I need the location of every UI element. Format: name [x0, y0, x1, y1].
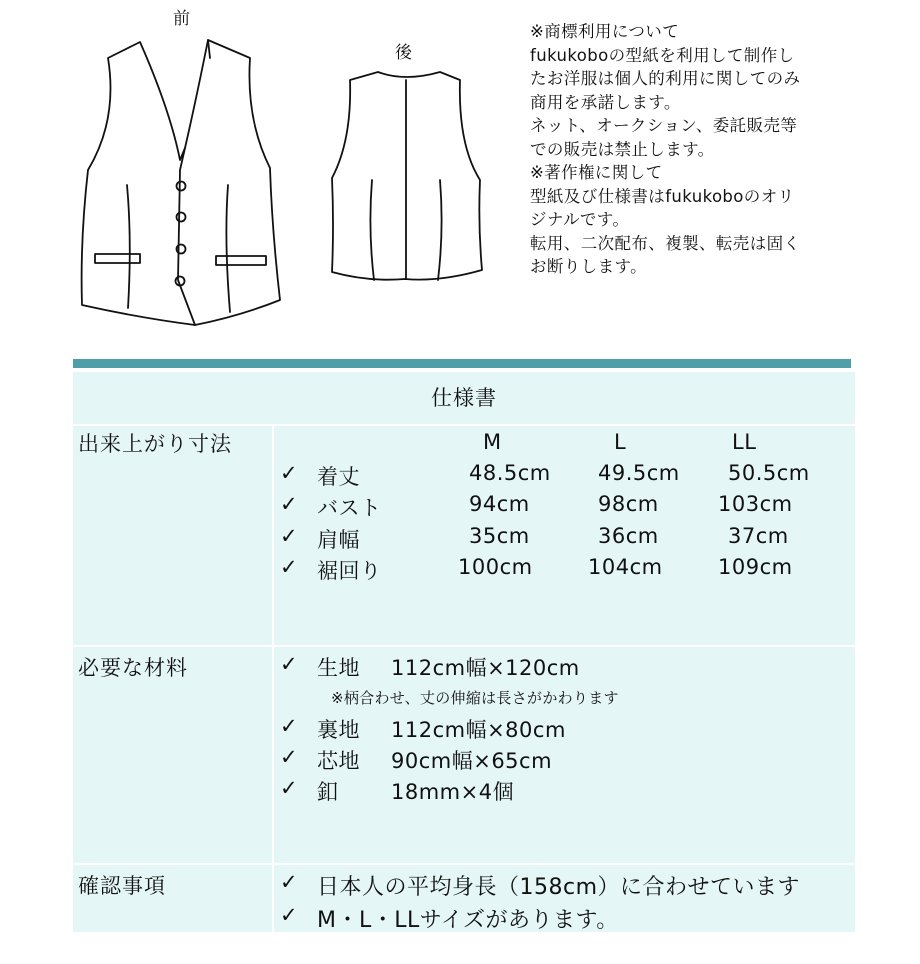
measure-value: 37cm: [728, 524, 789, 548]
material-detail: 90cm幅×65cm: [391, 749, 553, 773]
measure-name: 肩幅: [317, 528, 360, 552]
measure-value: 98cm: [598, 492, 659, 516]
confirm-item: M・L・LLサイズがあります。: [317, 908, 619, 933]
notice-line: ※著作権に関して: [530, 163, 663, 182]
size-header-l: L: [614, 430, 627, 454]
measure-value: 49.5cm: [598, 461, 680, 485]
back-dart-left: [370, 180, 374, 280]
notice-line: での販売は禁止します。: [530, 139, 715, 159]
finished-size-label: 出来上がり寸法: [78, 432, 232, 456]
materials-label: 必要な材料: [78, 656, 188, 680]
divider-bar: [73, 359, 851, 368]
row-divider: [73, 863, 855, 865]
row-divider: [73, 645, 855, 647]
measure-value: 35cm: [469, 524, 530, 548]
spec-title: 仕様書: [431, 386, 497, 410]
check-icon: ✓: [280, 652, 298, 676]
notice-line: ネット、オークション、委託販売等: [530, 116, 798, 135]
material-detail: 112cm幅×120cm: [391, 656, 580, 680]
material-name: 釦: [317, 780, 339, 804]
check-icon: ✓: [280, 903, 298, 927]
size-header-m: M: [483, 430, 502, 454]
spec-table: [73, 372, 855, 932]
check-icon: ✓: [280, 524, 298, 548]
back-dart-right: [438, 180, 442, 280]
size-header-ll: LL: [732, 430, 757, 454]
row-divider: [73, 424, 855, 426]
front-lapel-line: [208, 40, 210, 58]
material-name: 裏地: [317, 718, 360, 742]
check-icon: ✓: [280, 776, 298, 800]
materials-note: ※柄合わせ、丈の伸縮は長さがかわります: [331, 689, 619, 707]
front-overlap-line: [178, 148, 195, 325]
measure-value: 104cm: [588, 555, 663, 579]
front-vest-outline: [82, 40, 280, 325]
back-vest-outline: [332, 72, 482, 280]
check-icon: ✓: [280, 745, 298, 769]
notice-line: ジナルです。: [530, 210, 630, 229]
front-dart-right: [226, 185, 230, 312]
notice-line: fukukoboの型紙を利用して制作し: [530, 45, 795, 65]
measure-value: 36cm: [598, 524, 659, 548]
check-icon: ✓: [280, 555, 298, 579]
column-divider: [272, 424, 274, 964]
notice-line: ※商標利用について: [530, 22, 680, 41]
measure-value: 100cm: [458, 555, 533, 579]
material-detail: 112cm幅×80cm: [391, 718, 566, 742]
notice-line: 転用、二次配布、複製、転売は固く: [530, 233, 801, 253]
measure-name: 裾回り: [317, 559, 382, 583]
button-2: [177, 213, 186, 222]
measure-value: 50.5cm: [728, 461, 810, 485]
usage-notice: [530, 20, 915, 279]
notice-line: お断りします。: [530, 257, 647, 276]
front-pocket-right: [216, 256, 266, 265]
confirm-label: 確認事項: [78, 874, 166, 898]
measure-value: 109cm: [718, 555, 793, 579]
measure-value: 48.5cm: [469, 461, 551, 485]
material-detail: 18mm×4個: [391, 780, 515, 804]
vest-illustration: [0, 0, 500, 340]
check-icon: ✓: [280, 714, 298, 738]
measure-name: バスト: [317, 496, 382, 520]
front-vest-drawing: [82, 40, 280, 325]
check-icon: ✓: [280, 870, 298, 894]
button-1: [177, 182, 186, 191]
back-vest-drawing: [332, 72, 482, 280]
front-pocket-left: [95, 254, 140, 263]
notice-line: たお洋服は個人的利用に関してのみ: [530, 69, 801, 88]
front-label: 前: [173, 9, 190, 29]
back-label: 後: [395, 43, 412, 63]
measure-value: 103cm: [718, 492, 793, 516]
check-icon: ✓: [280, 492, 298, 516]
material-name: 芯地: [317, 749, 360, 773]
notice-line: 型紙及び仕様書はfukukoboのオリ: [530, 186, 795, 206]
material-name: 生地: [317, 656, 360, 680]
measure-name: 着丈: [317, 465, 360, 489]
check-icon: ✓: [280, 461, 298, 485]
front-dart-left: [127, 185, 130, 308]
confirm-item: 日本人の平均身長（158cm）に合わせています: [317, 875, 801, 900]
measure-value: 94cm: [469, 492, 530, 516]
notice-line: 商用を承諾します。: [530, 92, 681, 112]
